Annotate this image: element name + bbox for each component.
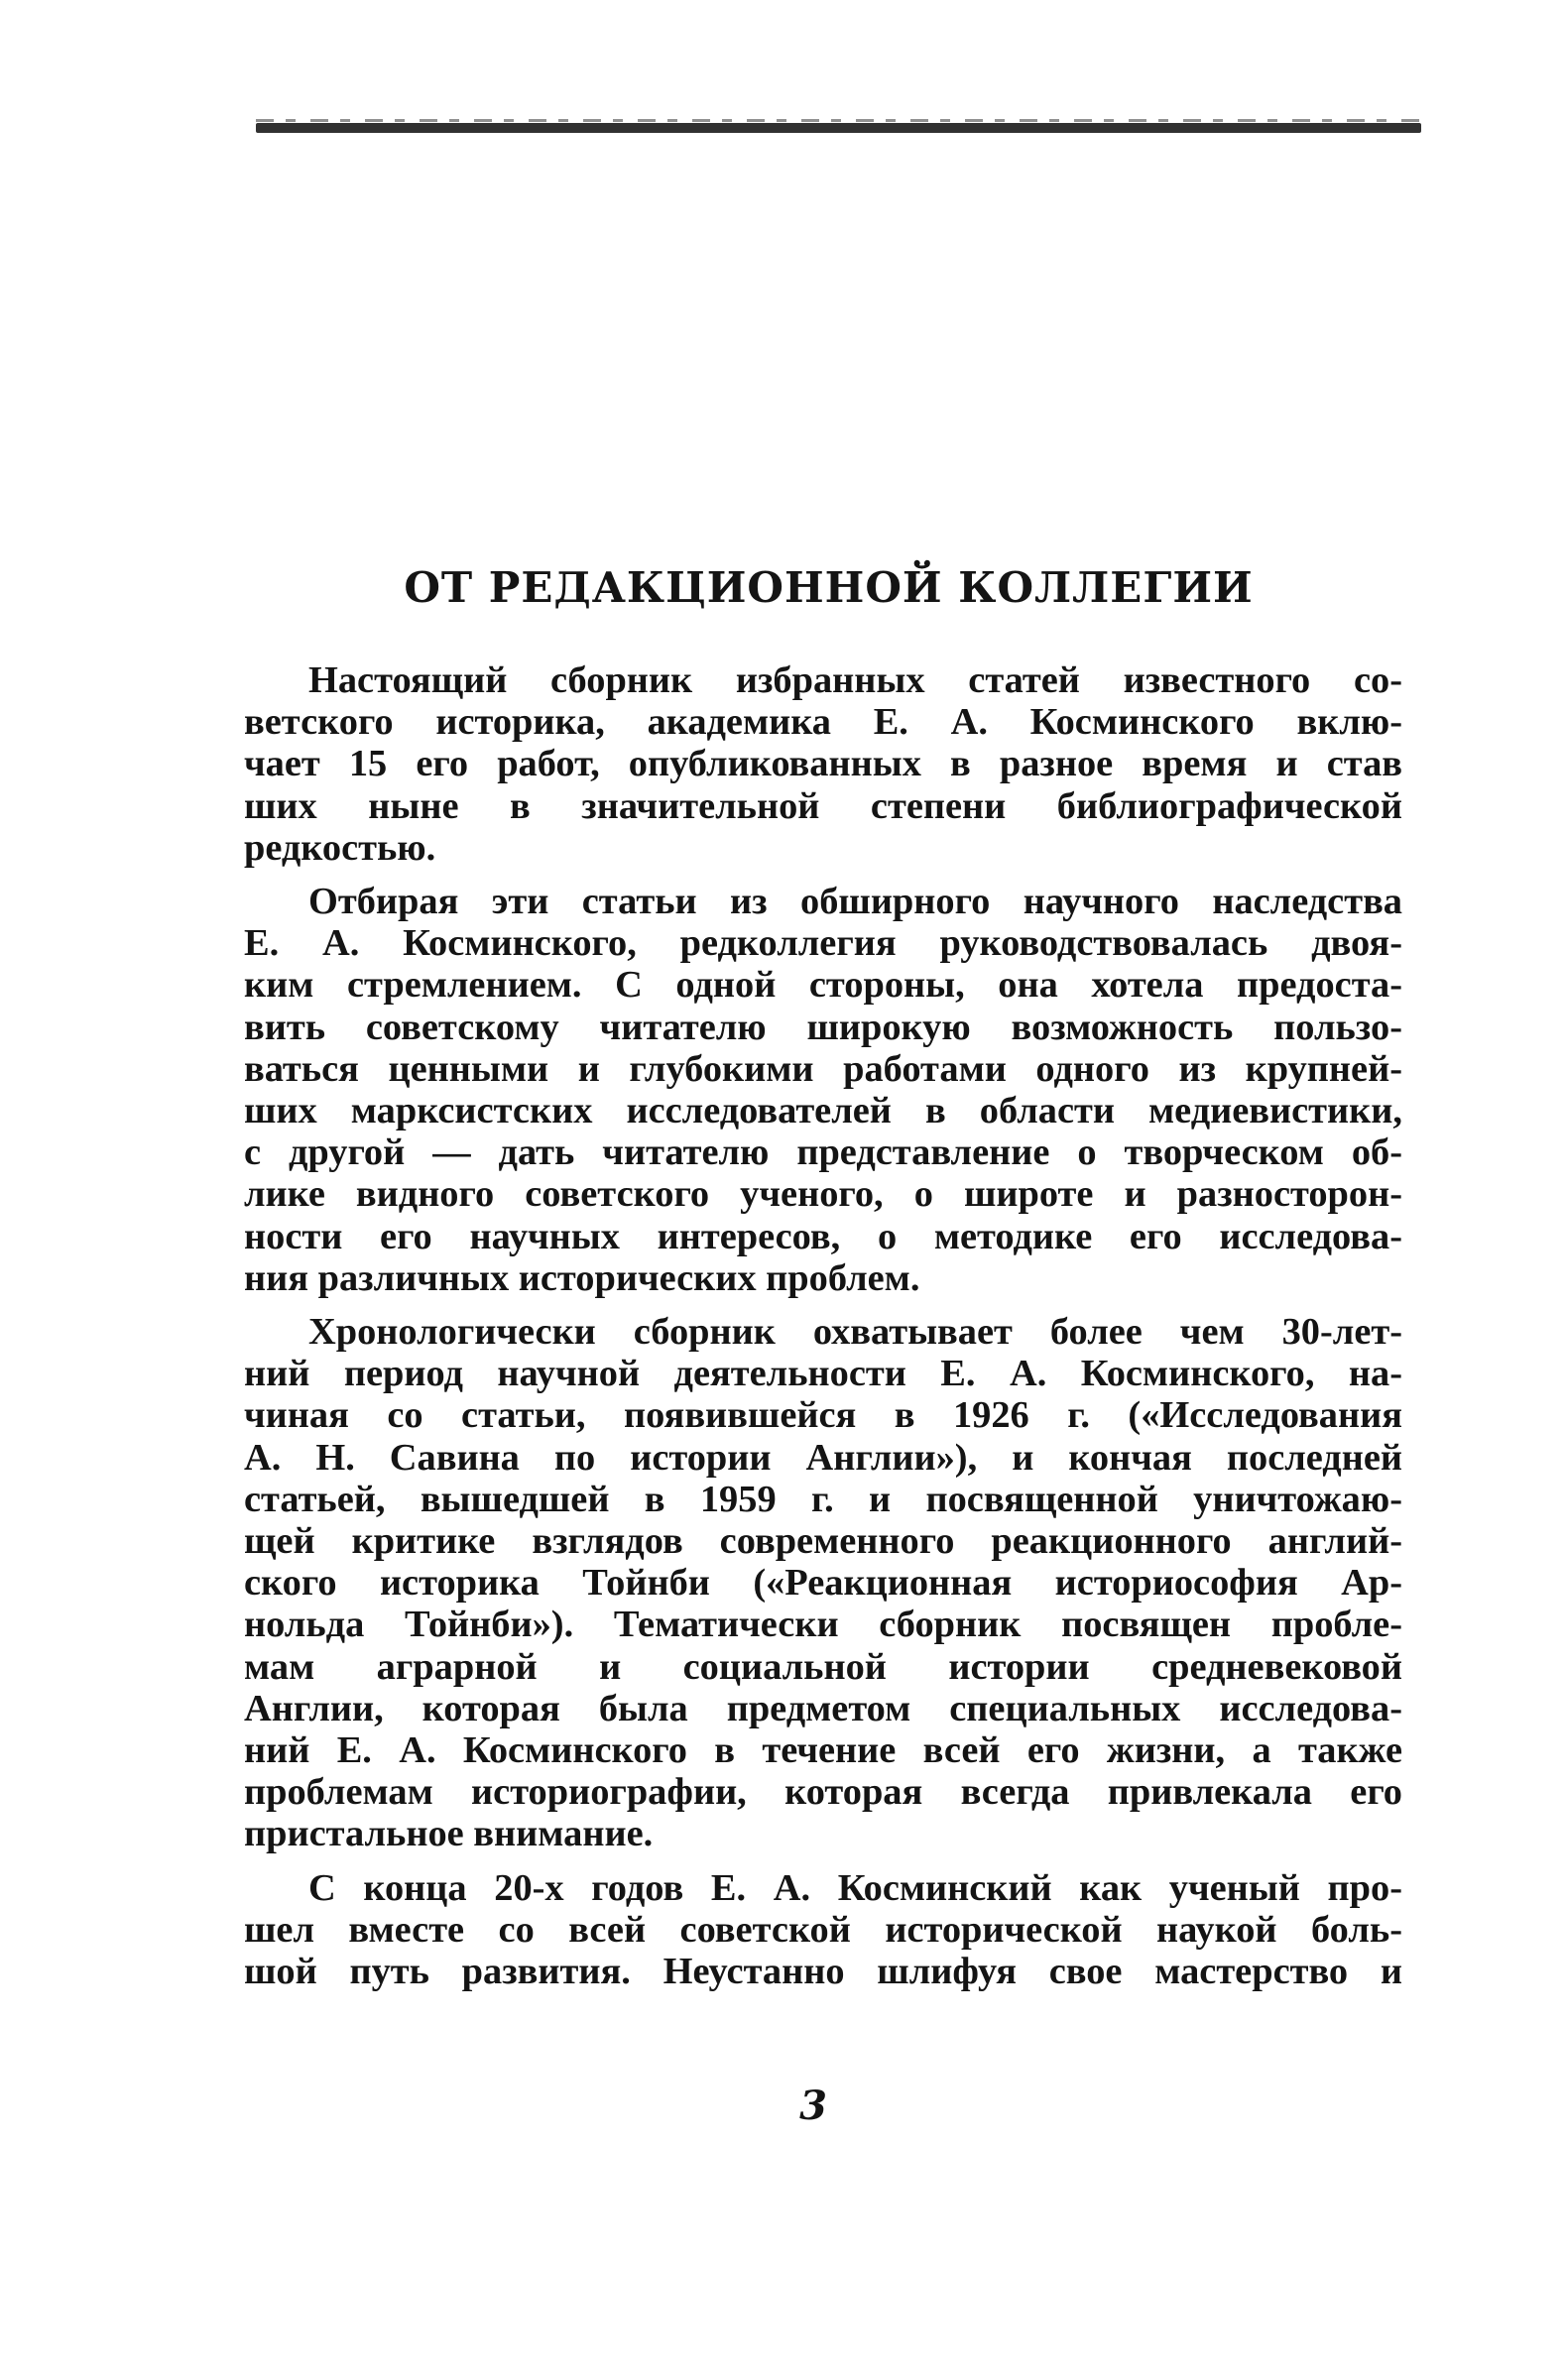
text-line: шой путь развития. Неустанно шлифуя свое мастерство и — [244, 1951, 1402, 1993]
text-line: пристальное внимание. — [244, 1813, 654, 1855]
text-line: статьей, вышедшей в 1959 г. и посвященной уничтожаю- — [244, 1478, 1402, 1520]
text-line: Хронологически сборник охватывает более чем 30-лет- — [308, 1311, 1402, 1354]
paragraph-2 — [244, 881, 1402, 1299]
page-number: 3 — [799, 2082, 827, 2129]
text-line: с другой — дать читателю представление о творческом об- — [244, 1131, 1402, 1174]
text-line: Отбирая эти статьи из обширного научного наследства — [308, 881, 1402, 923]
text-line: А. Н. Савина по истории Англии»), и кончая последней — [244, 1436, 1402, 1479]
text-line: лике видного советского ученого, о широте и разносторон- — [244, 1173, 1402, 1216]
text-line: Англии, которая была предметом специальных исследова- — [244, 1687, 1402, 1729]
text-line: С конца 20-х годов Е. А. Косминский как ученый про- — [308, 1866, 1402, 1909]
text-line: ского историка Тойнби («Реакционная историософия Ар- — [244, 1562, 1402, 1605]
text-line: редкостью. — [244, 826, 436, 869]
text-line: ваться ценными и глубокими работами одного из крупней- — [244, 1047, 1402, 1090]
text-line: ний период научной деятельности Е. А. Косминского, на- — [244, 1353, 1402, 1395]
text-line: вить советскому читателю широкую возможность пользо- — [244, 1006, 1402, 1048]
text-line: ности его научных интересов, о методике его исследова- — [244, 1215, 1402, 1257]
text-line: чает 15 его работ, опубликованных в разное время и став — [244, 743, 1402, 785]
text-line: щей критике взглядов современного реакционного англий- — [244, 1520, 1402, 1563]
body-text — [244, 659, 1402, 2004]
text-line: Настоящий сборник избранных статей известного со- — [308, 659, 1402, 701]
top-rule — [256, 123, 1421, 133]
page-title: ОТ РЕДАКЦИОННОЙ КОЛЛЕГИИ — [404, 563, 1254, 612]
text-line: ким стремлением. С одной стороны, она хотела предоста- — [244, 964, 1402, 1007]
text-line: ших ныне в значительной степени библиографической — [244, 784, 1402, 827]
text-line: ний Е. А. Косминского в течение всей его жизни, а также — [244, 1729, 1402, 1772]
paragraph-3 — [244, 1311, 1402, 1855]
text-line: ния различных исторических проблем. — [244, 1256, 920, 1299]
text-line: Е. А. Косминского, редколлегия руководствовалась двоя- — [244, 922, 1402, 965]
text-line: проблемам историографии, которая всегда привлекала его — [244, 1771, 1402, 1814]
text-line: шел вместе со всей советской исторической наукой боль- — [244, 1908, 1402, 1951]
text-line: нольда Тойнби»). Тематически сборник посвящен пробле- — [244, 1604, 1402, 1646]
text-line: чиная со статьи, появившейся в 1926 г. («Исследования — [244, 1394, 1402, 1437]
paragraph-1 — [244, 659, 1402, 869]
paragraph-4 — [244, 1867, 1402, 1993]
text-line: ветского историка, академика Е. А. Косминского вклю- — [244, 701, 1402, 744]
text-line: ших марксистских исследователей в области медиевистики, — [244, 1090, 1402, 1132]
text-line: мам аграрной и социальной истории средневековой — [244, 1645, 1402, 1688]
